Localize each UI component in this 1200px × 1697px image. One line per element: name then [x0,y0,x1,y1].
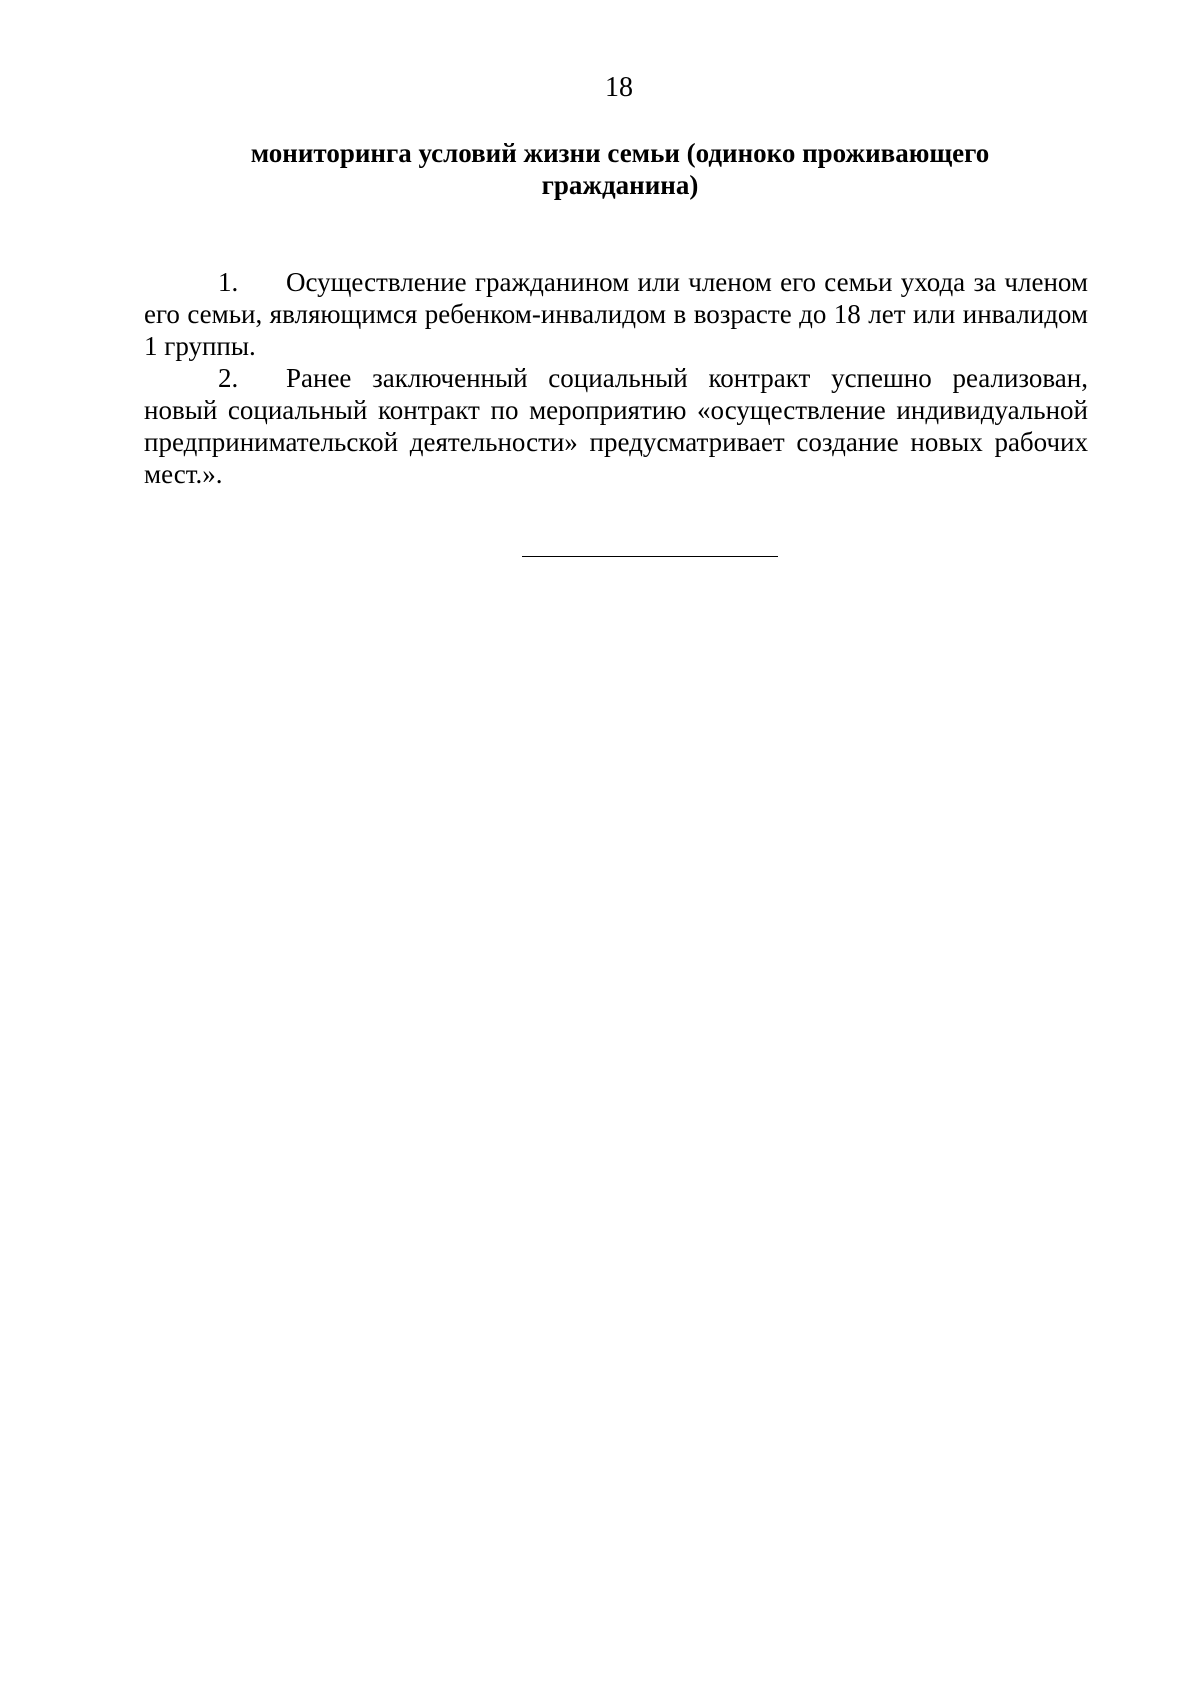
section-title [180,137,1060,201]
list-item [144,266,1088,362]
section-title-line-2: гражданина) [541,170,699,200]
list-item-text: Ранее заключенный социальный контракт успешно реализован, новый социальный контракт по мероприятию «осуществление индивидуальной предпринимательской деятельности» предусматривает создание новых рабочих мест.». [144,363,1088,489]
list-item-number: 1. [218,267,239,297]
closing-divider-line [522,556,778,557]
section-title-line-1: мониторинга условий жизни семьи (одиноко проживающего [250,138,990,168]
criteria-list [144,266,1088,490]
page-number: 18 [605,72,633,103]
list-item-text: Осуществление гражданином или членом его семьи ухода за членом его семьи, являющимся ребенком-инвалидом в возрасте до 18 лет или инвалидом 1 группы. [144,267,1088,361]
list-item [144,362,1088,490]
list-item-number: 2. [218,363,239,393]
